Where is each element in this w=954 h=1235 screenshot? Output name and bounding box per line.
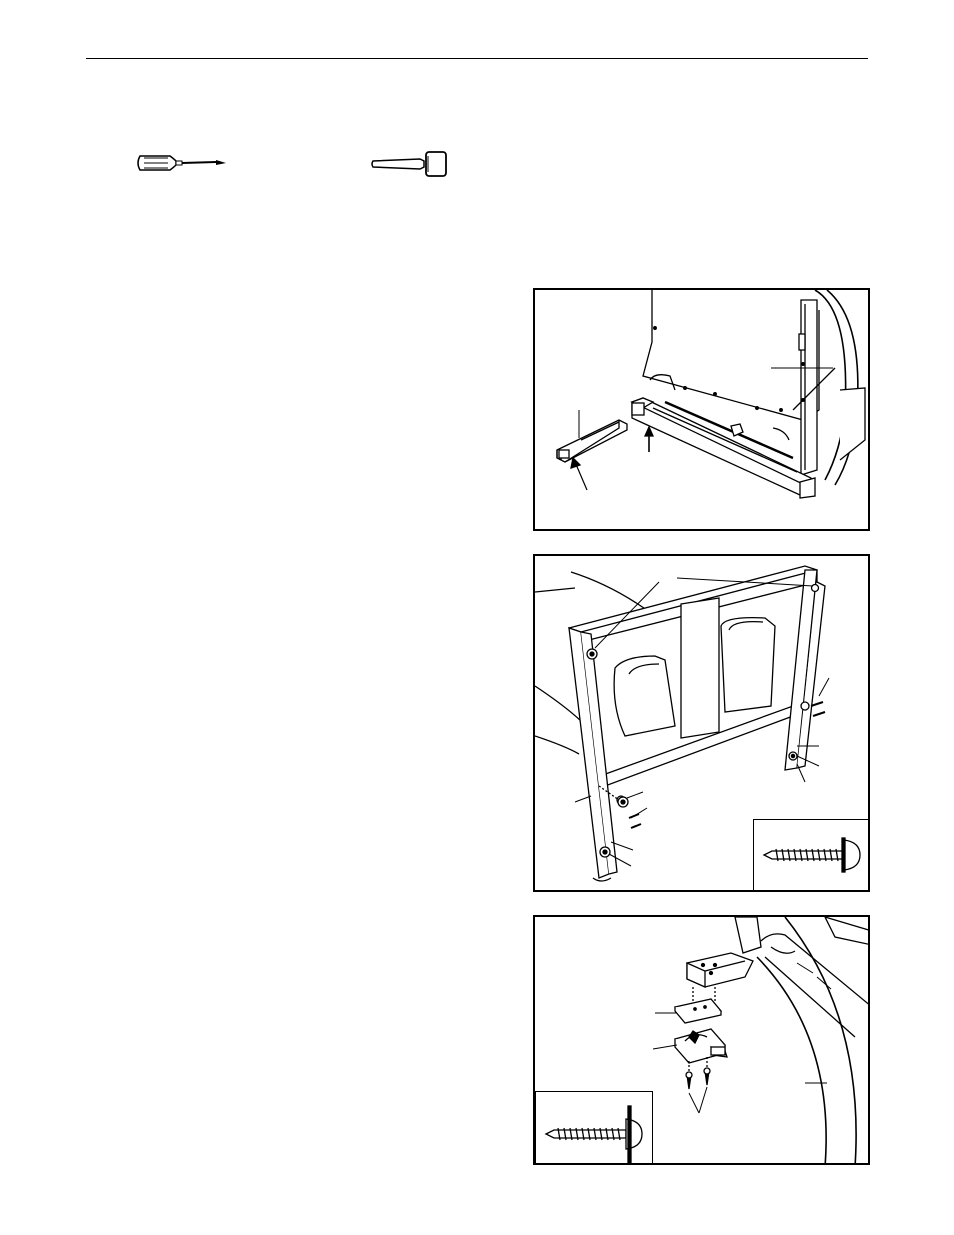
screwdriver-icon bbox=[134, 150, 234, 176]
screw-icon-2 bbox=[536, 1092, 652, 1165]
figure-2 bbox=[533, 554, 870, 892]
header-rule bbox=[86, 58, 868, 59]
mallet-icon bbox=[370, 150, 450, 178]
screw-icon bbox=[754, 820, 870, 892]
figure-1-drawing bbox=[535, 290, 870, 531]
figure-1 bbox=[533, 288, 870, 531]
screw-inset-2 bbox=[535, 1091, 653, 1165]
figure-3 bbox=[533, 915, 870, 1165]
screw-inset bbox=[753, 819, 870, 892]
